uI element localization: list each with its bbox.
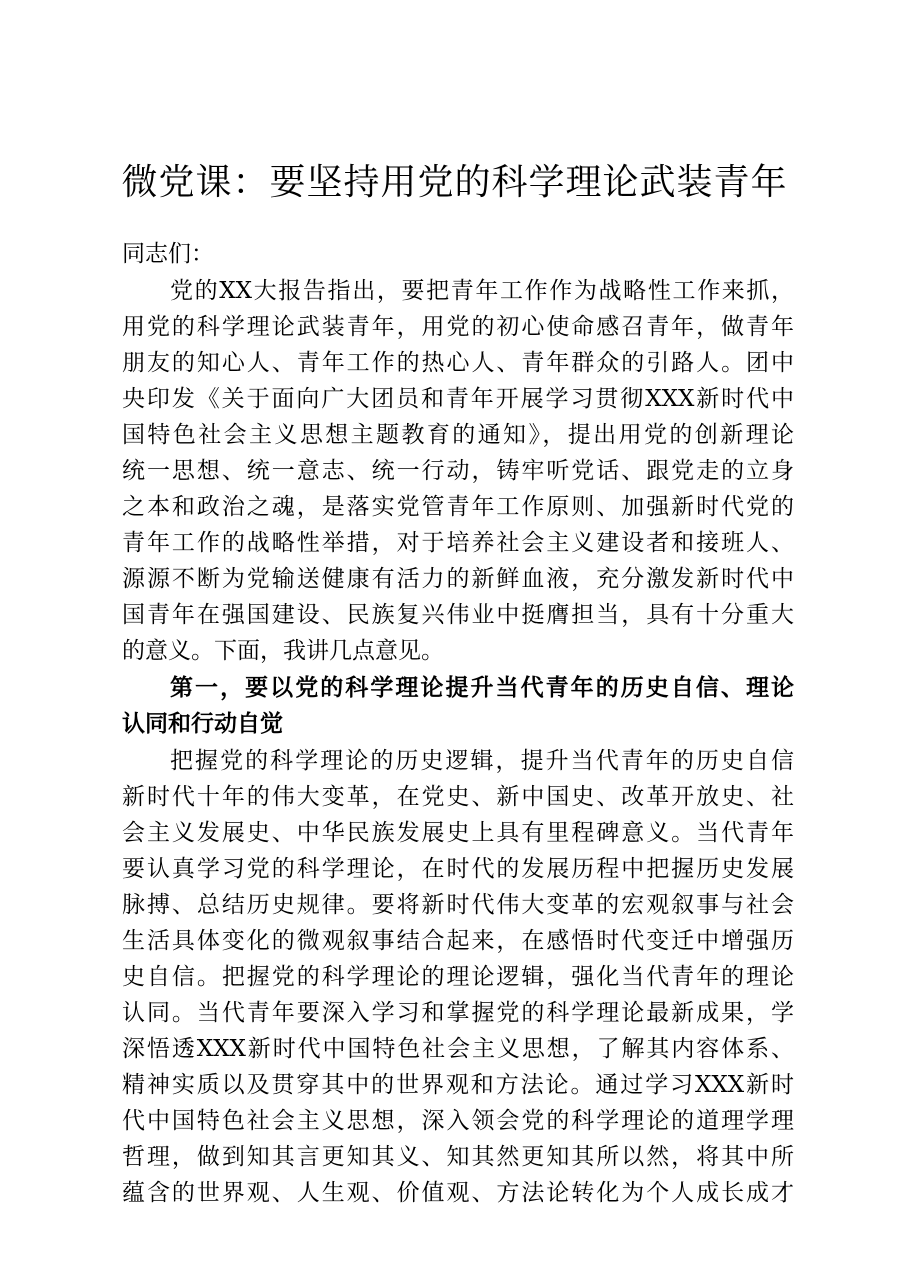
paragraph-line: 党的XX大报告指出，要把青年工作作为战略性工作来抓， [170,278,794,304]
paragraph-line: 史自信。把握党的科学理论的理论逻辑，强化当代青年的理论 [122,964,794,990]
paragraph-line: 把握党的科学理论的历史逻辑，提升当代青年的历史自信 [170,748,794,774]
paragraph-line: 青年工作的战略性举措，对于培养社会主义建设者和接班人、 [122,530,794,556]
document-title: 微党课：要坚持用党的科学理论武装青年 [121,162,788,203]
paragraph-line: 认同。当代青年要深入学习和掌握党的科学理论最新成果，学 [122,1000,794,1026]
paragraph-line: 国特色社会主义思想主题教育的通知》，提出用党的创新理论 [122,422,794,448]
paragraph-line: 央印发《关于面向广大团员和青年开展学习贯彻XXX新时代中 [122,386,794,412]
paragraph-line: 之本和政治之魂，是落实党管青年工作原则、加强新时代党的 [122,494,794,520]
paragraph-line: 用党的科学理论武装青年，用党的初心使命感召青年，做青年 [122,314,794,340]
paragraph-line: 会主义发展史、中华民族发展史上具有里程碑意义。当代青年 [122,820,794,846]
paragraph-line: 的意义。下面，我讲几点意见。 [122,638,444,664]
paragraph-line: 要认真学习党的科学理论，在时代的发展历程中把握历史发展 [122,856,794,882]
section-heading-line: 第一，要以党的科学理论提升当代青年的历史自信、理论 [170,675,794,701]
paragraph-line: 代中国特色社会主义思想，深入领会党的科学理论的道理学理 [122,1108,794,1134]
greeting-line: 同志们： [122,241,214,267]
paragraph-line: 朋友的知心人、青年工作的热心人、青年群众的引路人。团中 [122,350,794,376]
paragraph-line: 精神实质以及贯穿其中的世界观和方法论。通过学习XXX新时 [122,1072,794,1098]
section-heading-line: 认同和行动自觉 [122,711,283,737]
paragraph-line: 哲理，做到知其言更知其义、知其然更知其所以然，将其中所 [122,1144,794,1170]
paragraph-line: 深悟透XXX新时代中国特色社会主义思想，了解其内容体系、 [122,1036,794,1062]
paragraph-line: 脉搏、总结历史规律。要将新时代伟大变革的宏观叙事与社会 [122,892,794,918]
paragraph-line: 统一思想、统一意志、统一行动，铸牢听党话、跟党走的立身 [122,458,794,484]
paragraph-line: 国青年在强国建设、民族复兴伟业中挺膺担当，具有十分重大 [122,602,794,628]
paragraph-line: 源源不断为党输送健康有活力的新鲜血液，充分激发新时代中 [122,566,794,592]
paragraph-line: 生活具体变化的微观叙事结合起来，在感悟时代变迁中增强历 [122,928,794,954]
paragraph-line: 新时代十年的伟大变革，在党史、新中国史、改革开放史、社 [122,784,794,810]
paragraph-line: 蕴含的世界观、人生观、价值观、方法论转化为个人成长成才 [122,1180,794,1206]
